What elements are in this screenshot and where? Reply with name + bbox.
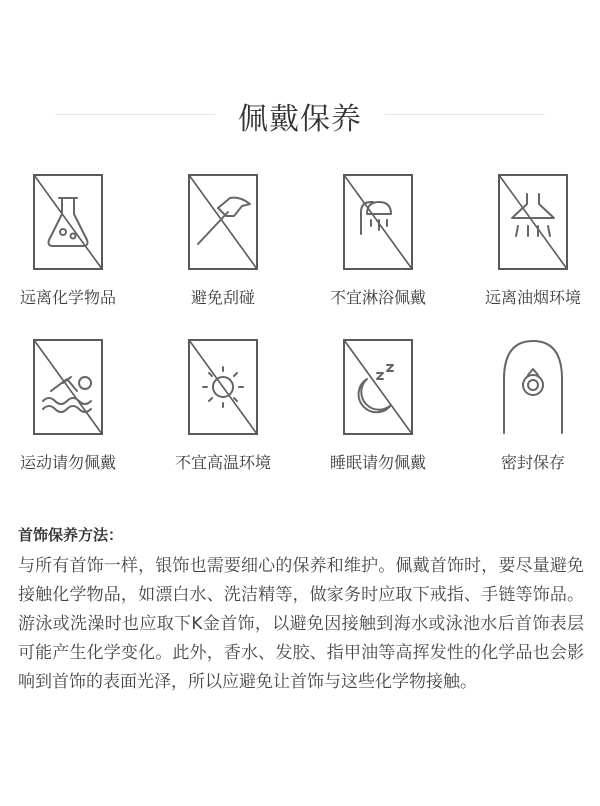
care-method-title: 首饰保养方法：	[18, 526, 124, 544]
care-method-paragraph: 与所有首饰一样，银饰也需要细心的保养和维护。佩戴首饰时，要尽量避免接触化学物品，如漂白水、洗洁精等，做家务时应取下戒指、手链等饰品。游泳或洗澡时也应取下K金首饰，以避免因接触到海水或泳池水后首饰表层可能产生化学变化。此外，香水、发胶、指甲油等高挥发性的化学品也会影响到首饰的表面光泽，所以应避免让首饰与这些化学物接触。	[18, 556, 584, 692]
ring-pouch-icon	[498, 339, 568, 435]
care-label-heat: 不宜高温环境	[174, 453, 271, 472]
header-rule-right	[385, 114, 545, 115]
care-label-oil-smoke: 远离油烟环境	[484, 288, 581, 307]
shower-icon	[343, 174, 413, 270]
section-header	[0, 84, 600, 144]
swimmer-icon	[33, 339, 103, 435]
care-label-sports: 运动请勿佩戴	[19, 453, 116, 472]
care-label-chemicals: 远离化学物品	[19, 288, 116, 307]
care-label-scratch: 避免刮碰	[190, 288, 255, 307]
care-label-sealed: 密封保存	[500, 453, 565, 472]
page-title: 佩戴保养	[238, 102, 362, 137]
hammer-icon	[188, 174, 258, 270]
care-label-sleep: 睡眠请勿佩戴	[329, 453, 426, 472]
range-hood-icon	[498, 174, 568, 270]
moon-sleep-icon	[343, 339, 413, 435]
flask-icon	[33, 174, 103, 270]
sun-icon	[188, 339, 258, 435]
care-label-shower: 不宜淋浴佩戴	[329, 288, 426, 307]
